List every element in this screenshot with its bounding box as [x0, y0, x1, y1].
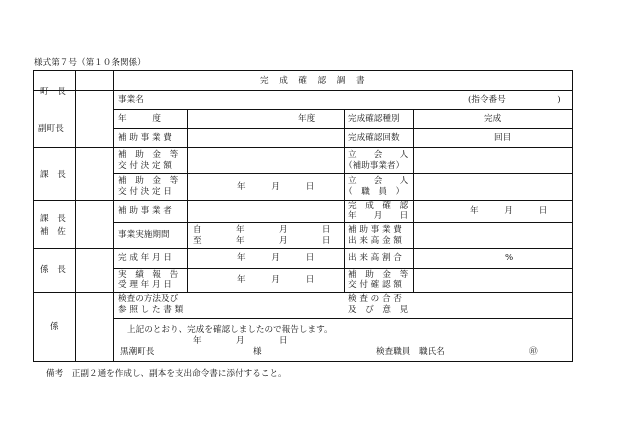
report-date-label-1: 実 績 報 告: [118, 270, 179, 280]
report-addressee: 黒潮町長: [120, 347, 155, 357]
result-label-2: 及 び 意 見: [348, 305, 409, 315]
progress-rate-value: %: [505, 253, 514, 263]
period-to: 至 年 月 日: [193, 236, 331, 246]
method-label-1: 検査の方法及び: [118, 294, 179, 304]
project-cost-label: 補 助 事 業 費: [118, 133, 172, 143]
report-date: 年 月 日: [193, 336, 288, 346]
approver-assistant-chief-1: 課 長: [40, 214, 66, 224]
grant-date-label-1: 補 助 金 等: [118, 176, 179, 186]
inspection-date-label-1: 完 成 確 認: [348, 201, 409, 211]
year-label: 年 度: [118, 114, 161, 124]
period-label: 事業実施期間: [118, 230, 170, 240]
inspection-date-value: 年 月 日: [470, 206, 548, 216]
witness2-label-2: （ 職 員 ）: [344, 187, 405, 197]
report-date-label-2: 受 理 年 月 日: [118, 280, 172, 290]
form-code: 様式第７号（第１０条関係）: [34, 58, 146, 68]
completion-date-label: 完 成 年 月 日: [118, 253, 172, 263]
inspection-count-label: 完成確認回数: [348, 133, 400, 143]
witness2-label-1: 立 会 人: [348, 176, 409, 186]
form-title: 完 成 確 認 調 書: [260, 76, 366, 86]
approver-staff: 係: [50, 322, 59, 332]
period-from: 自 年 月 日: [193, 225, 331, 235]
inspection-date-label-2: 年 月 日: [348, 211, 409, 221]
grant-amount-label-2: 交 付 決 定 額: [118, 161, 172, 171]
method-label-2: 参 照 し た 書 類: [118, 305, 184, 315]
approver-section-chief: 課 長: [40, 170, 66, 180]
inspector-label: 検査職員 職氏名: [376, 347, 445, 357]
inspection-count-value: 回目: [494, 133, 512, 143]
grant-amount-label-1: 補 助 金 等: [118, 150, 179, 160]
grant-date-label-2: 交 付 決 定 日: [118, 187, 172, 197]
year-value: 年度: [298, 114, 316, 124]
order-number-label: (指令番号 ): [468, 95, 561, 105]
approver-assistant-chief-2: 補 佐: [40, 227, 66, 237]
report-statement: 上記のとおり、完成を確認しましたので報告します。: [127, 325, 333, 335]
grantee-label: 補 助 事 業 者: [118, 206, 172, 216]
grant-total-label-1: 補 助 事 業 費: [348, 225, 402, 235]
confirmed-amount-label-2: 交 付 確 認 額: [348, 280, 402, 290]
report-date-value: 年 月 日: [237, 275, 315, 285]
approver-chief: 係 長: [40, 265, 66, 275]
project-name-label: 事業名: [118, 95, 144, 105]
report-honorific: 様: [253, 347, 262, 357]
inspection-type-value: 完成: [484, 114, 502, 124]
completion-date-value: 年 月 日: [237, 253, 315, 263]
progress-rate-label: 出 来 高 割 合: [348, 253, 402, 263]
grant-total-label-2: 出 来 高 金 額: [348, 236, 402, 246]
approver-town-head: 町 長: [40, 87, 66, 97]
seal-mark: ㊞: [529, 347, 538, 357]
footnote: 備考 正副２通を作成し、副本を支出命令書に添付すること。: [46, 369, 287, 379]
result-label-1: 検 査 の 合 否: [348, 294, 402, 304]
confirmed-amount-label-1: 補 助 金 等: [348, 270, 409, 280]
witness1-label-2: （補助事業者）: [344, 161, 405, 171]
inspection-type-label: 完成確認種別: [348, 114, 400, 124]
grant-date-value: 年 月 日: [237, 182, 315, 192]
witness1-label-1: 立 会 人: [348, 150, 409, 160]
approver-deputy: 副町長: [38, 124, 64, 134]
